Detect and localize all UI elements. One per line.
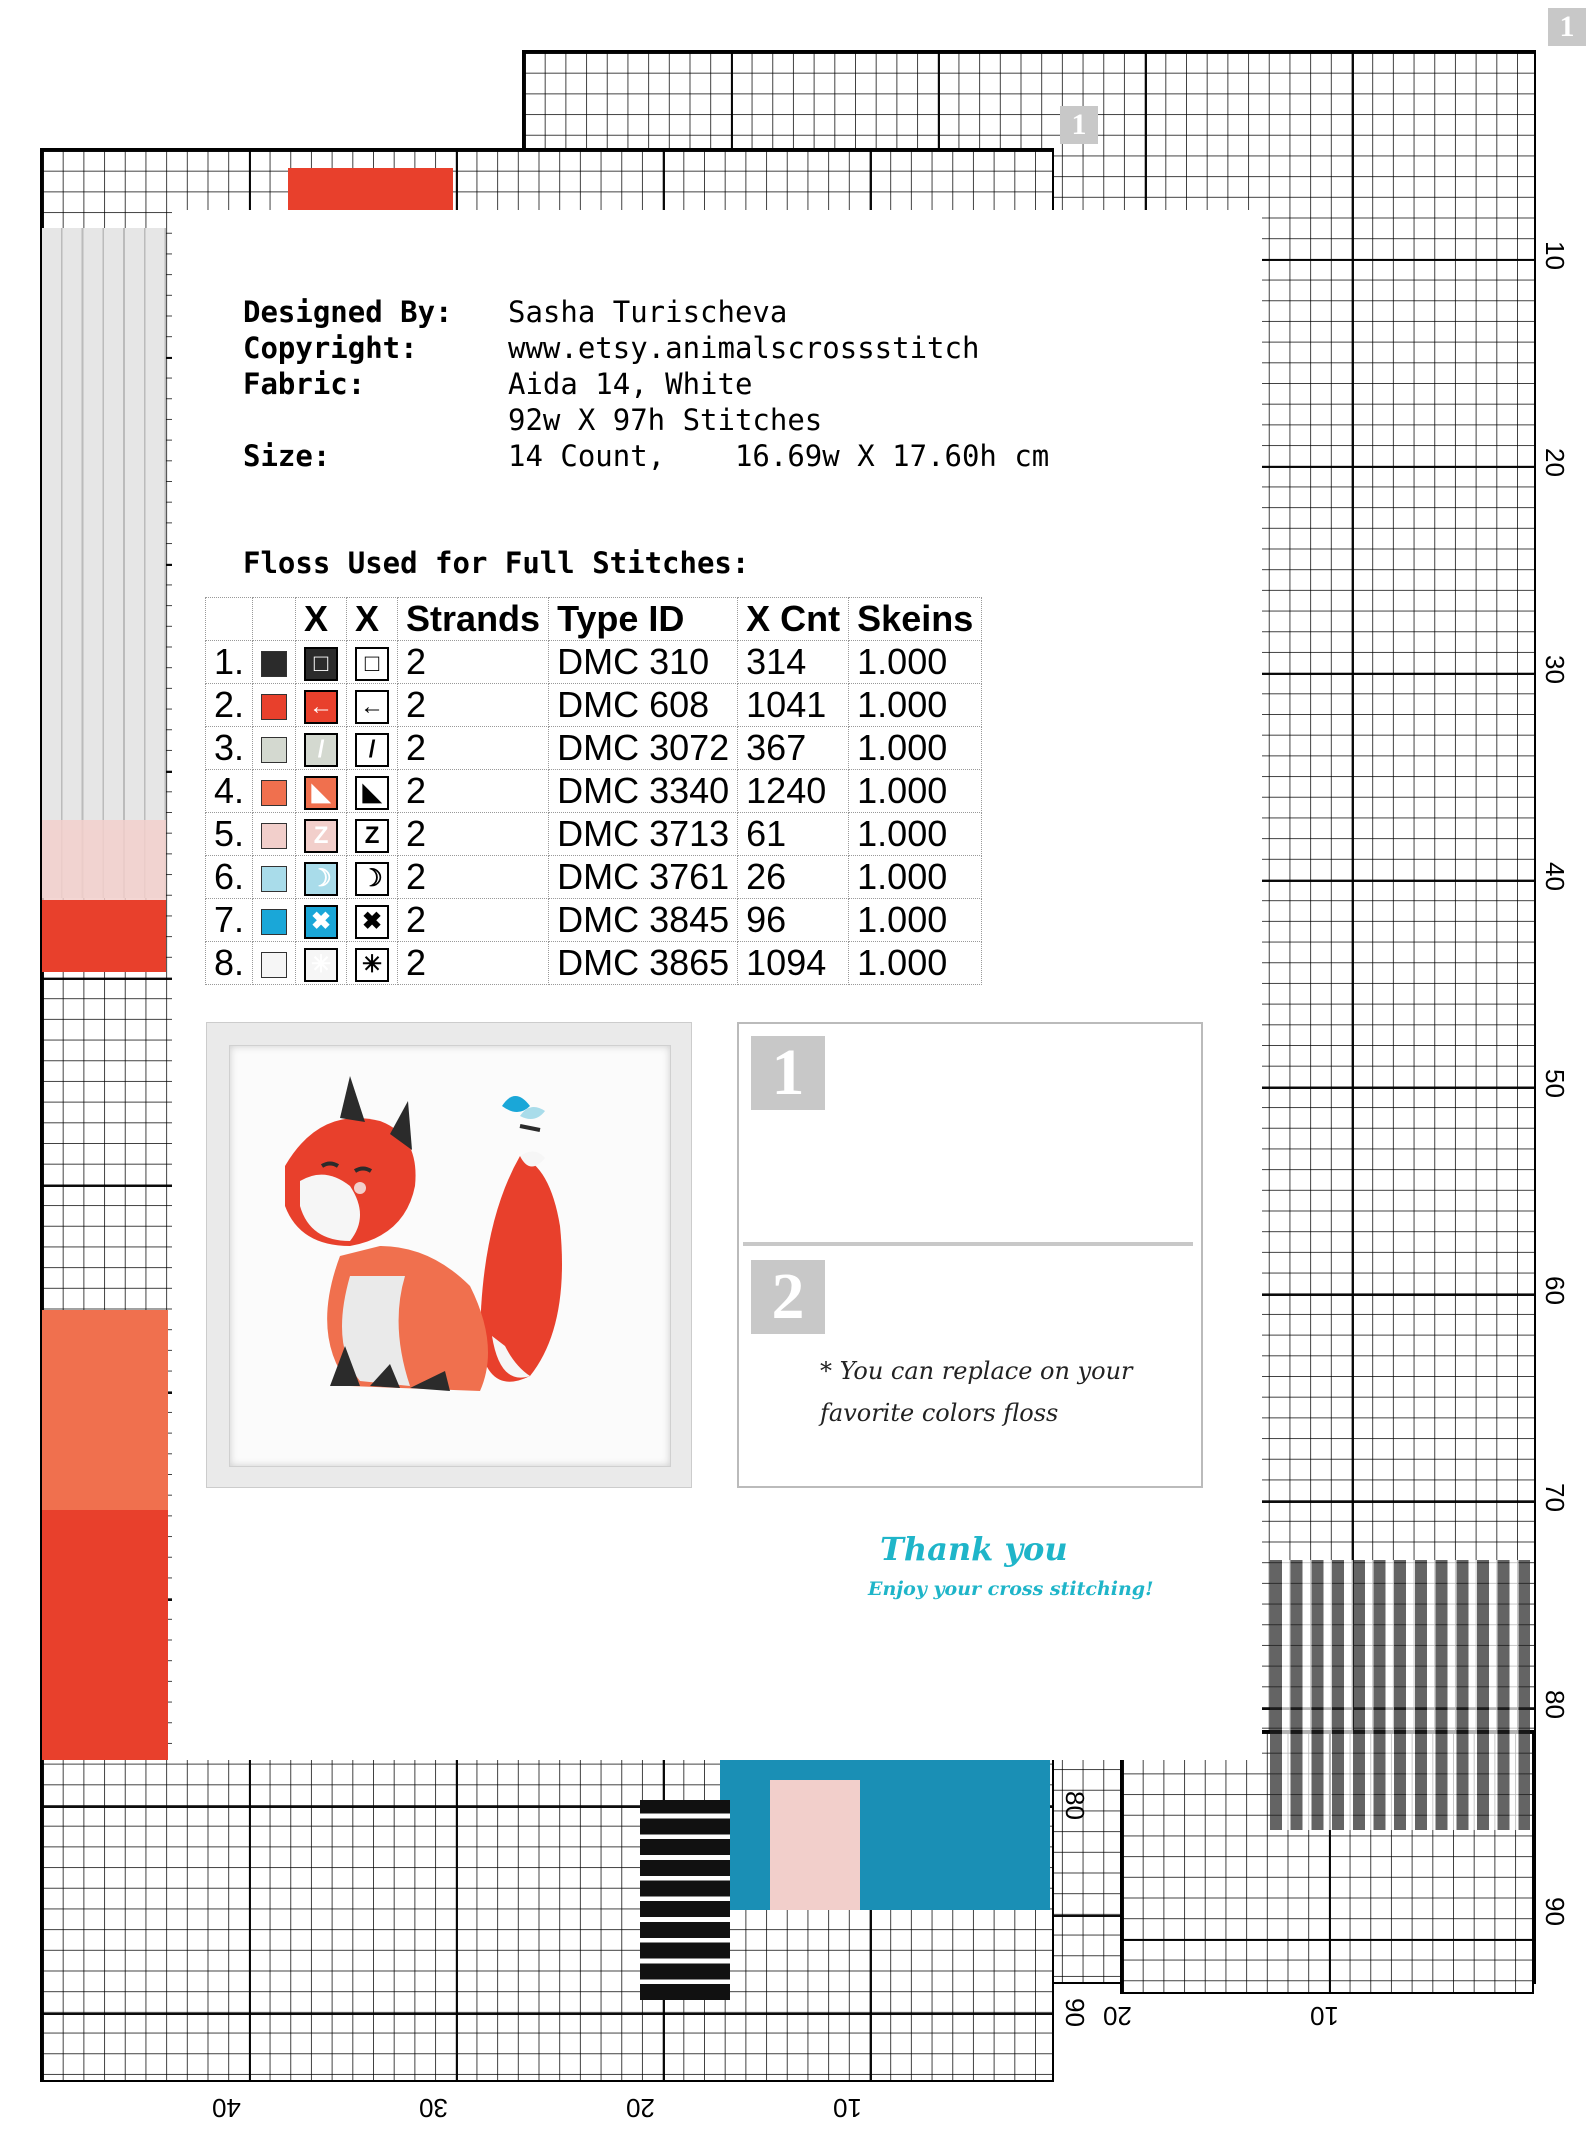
stitch-symbol: ✖ [355, 905, 389, 939]
floss-row [206, 899, 982, 942]
axis-lower-right-label: 20 [1103, 2001, 1132, 2031]
floss-num: 1. [206, 641, 253, 684]
floss-skeins: 1.000 [849, 770, 982, 813]
floss-symbol [347, 641, 398, 684]
axis-bottom-label: 10 [833, 2093, 862, 2123]
notes-divider [743, 1242, 1193, 1246]
notes-text-line2: favorite colors floss [820, 1399, 1059, 1427]
floss-symbol-color [296, 684, 347, 727]
floss-col-header: Skeins [849, 598, 982, 641]
floss-row [206, 727, 982, 770]
axis-right-label: 80 [1539, 1690, 1570, 1719]
color-swatch [261, 694, 287, 720]
floss-symbol [347, 770, 398, 813]
floss-symbol-color [296, 856, 347, 899]
floss-symbol [347, 727, 398, 770]
stitch-symbol: ← [355, 690, 389, 724]
preview-canvas [229, 1045, 671, 1467]
color-swatch [261, 737, 287, 763]
stitch-symbol: □ [355, 647, 389, 681]
floss-skeins: 1.000 [849, 899, 982, 942]
designed-by-value: Sasha Turischeva [508, 295, 788, 329]
floss-row [206, 942, 982, 985]
fabric-value: Aida 14, White [508, 367, 753, 401]
floss-table [205, 597, 982, 985]
floss-num: 3. [206, 727, 253, 770]
floss-skeins: 1.000 [849, 856, 982, 899]
floss-num: 7. [206, 899, 253, 942]
floss-skeins: 1.000 [849, 727, 982, 770]
stitches-value: 92w X 97h Stitches [508, 403, 823, 437]
floss-skeins: 1.000 [849, 813, 982, 856]
note-badge-1: 1 [751, 1036, 825, 1110]
axis-right-label: 20 [1539, 448, 1570, 477]
stitch-symbol: ◣ [304, 776, 338, 810]
color-swatch [261, 909, 287, 935]
stitch-block-gray [42, 228, 166, 898]
axis-bottom-label: 40 [212, 2093, 241, 2123]
page-badge-middle: 1 [1060, 106, 1098, 144]
floss-symbol [347, 856, 398, 899]
copyright-value: www.etsy.animalscrossstitch [508, 331, 980, 365]
floss-symbol [347, 813, 398, 856]
stitch-block-red-left [42, 1510, 168, 1760]
floss-count: 96 [738, 899, 849, 942]
axis-bottom-label: 30 [419, 2093, 448, 2123]
axis-mid-label: 90 [1059, 1998, 1090, 2027]
stitch-symbol: Z [304, 819, 338, 853]
fox-illustration [230, 1046, 670, 1466]
floss-swatch [253, 942, 296, 985]
floss-skeins: 1.000 [849, 641, 982, 684]
page-badge-top-right: 1 [1548, 8, 1586, 46]
fabric-label: Fabric: [243, 367, 366, 401]
floss-type: DMC 3072 [549, 727, 738, 770]
stitch-symbol: ✖ [304, 905, 338, 939]
floss-strands: 2 [398, 727, 549, 770]
floss-row [206, 856, 982, 899]
axis-right-label: 70 [1539, 1483, 1570, 1512]
notes-text-line1: * You can replace on your [820, 1357, 1133, 1385]
stitch-symbol: ☽ [304, 862, 338, 896]
notes-text [820, 1350, 1240, 1434]
color-swatch [261, 823, 287, 849]
floss-col-header: Type ID [549, 598, 738, 641]
floss-symbol [347, 899, 398, 942]
stitch-symbol: ◣ [355, 776, 389, 810]
stitch-block-red-top2 [288, 168, 453, 212]
floss-symbol-color [296, 813, 347, 856]
floss-strands: 2 [398, 942, 549, 985]
floss-type: DMC 3713 [549, 813, 738, 856]
axis-right-label: 90 [1539, 1897, 1570, 1926]
floss-type: DMC 3865 [549, 942, 738, 985]
stitch-symbol: ← [304, 690, 338, 724]
floss-type: DMC 310 [549, 641, 738, 684]
floss-num: 6. [206, 856, 253, 899]
floss-row [206, 641, 982, 684]
floss-col-header: X [347, 598, 398, 641]
floss-swatch [253, 813, 296, 856]
axis-mid-label: 80 [1059, 1791, 1090, 1820]
floss-swatch [253, 899, 296, 942]
color-swatch [261, 952, 287, 978]
stitch-symbol: ☽ [355, 862, 389, 896]
stitch-symbol: Z [355, 819, 389, 853]
axis-right-label: 10 [1539, 241, 1570, 270]
floss-count: 26 [738, 856, 849, 899]
note-badge-2: 2 [751, 1260, 825, 1334]
stitch-block-pink-bottom [770, 1780, 860, 1910]
floss-swatch [253, 727, 296, 770]
axis-right-label: 40 [1539, 862, 1570, 891]
axis-right-label: 50 [1539, 1069, 1570, 1098]
floss-strands: 2 [398, 856, 549, 899]
floss-swatch [253, 856, 296, 899]
floss-row [206, 770, 982, 813]
floss-num: 4. [206, 770, 253, 813]
floss-col-header: X Cnt [738, 598, 849, 641]
axis-lower-right-label: 10 [1310, 2001, 1339, 2031]
framed-preview [206, 1022, 692, 1488]
floss-col-header: Strands [398, 598, 549, 641]
stitch-block-red-top [42, 900, 166, 972]
floss-symbol-color [296, 770, 347, 813]
floss-swatch [253, 641, 296, 684]
floss-row [206, 684, 982, 727]
axis-bottom-label: 20 [626, 2093, 655, 2123]
color-swatch [261, 866, 287, 892]
size-value: 14 Count, 16.69w X 17.60h cm [508, 439, 1050, 473]
designed-by-label: Designed By: [243, 295, 453, 329]
color-swatch [261, 651, 287, 677]
stitch-block-pink [42, 820, 166, 900]
floss-symbol-color [296, 899, 347, 942]
stitch-symbol: / [355, 733, 389, 767]
stitch-symbol: □ [304, 647, 338, 681]
floss-type: DMC 3761 [549, 856, 738, 899]
floss-strands: 2 [398, 641, 549, 684]
floss-num: 5. [206, 813, 253, 856]
floss-symbol-color [296, 942, 347, 985]
floss-count: 1094 [738, 942, 849, 985]
floss-count: 1041 [738, 684, 849, 727]
floss-num: 8. [206, 942, 253, 985]
floss-swatch [253, 684, 296, 727]
floss-symbol [347, 942, 398, 985]
floss-count: 314 [738, 641, 849, 684]
floss-swatch [253, 770, 296, 813]
floss-type: DMC 608 [549, 684, 738, 727]
floss-strands: 2 [398, 899, 549, 942]
stitch-block-black-bottom [640, 1800, 730, 2000]
floss-strands: 2 [398, 684, 549, 727]
floss-strands: 2 [398, 770, 549, 813]
floss-symbol [347, 684, 398, 727]
floss-num: 2. [206, 684, 253, 727]
thank-you-subtitle: Enjoy your cross stitching! [868, 1578, 1154, 1600]
floss-col-header [253, 598, 296, 641]
stitch-symbol: ✳ [355, 948, 389, 982]
thank-you-title: Thank you [880, 1530, 1068, 1568]
floss-skeins: 1.000 [849, 684, 982, 727]
floss-count: 61 [738, 813, 849, 856]
axis-right-label: 60 [1539, 1276, 1570, 1305]
floss-col-header: X [296, 598, 347, 641]
size-label: Size: [243, 439, 331, 473]
stitch-block-black-right [1270, 1560, 1530, 1830]
floss-count: 1240 [738, 770, 849, 813]
floss-col-header [206, 598, 253, 641]
floss-symbol-color [296, 641, 347, 684]
floss-heading: Floss Used for Full Stitches: [243, 546, 750, 580]
floss-strands: 2 [398, 813, 549, 856]
floss-row [206, 813, 982, 856]
floss-count: 367 [738, 727, 849, 770]
floss-type: DMC 3340 [549, 770, 738, 813]
stitch-symbol: / [304, 733, 338, 767]
stitch-symbol: ✳ [304, 948, 338, 982]
color-swatch [261, 780, 287, 806]
copyright-label: Copyright: [243, 331, 418, 365]
floss-type: DMC 3845 [549, 899, 738, 942]
floss-skeins: 1.000 [849, 942, 982, 985]
floss-symbol-color [296, 727, 347, 770]
axis-right-label: 30 [1539, 655, 1570, 684]
